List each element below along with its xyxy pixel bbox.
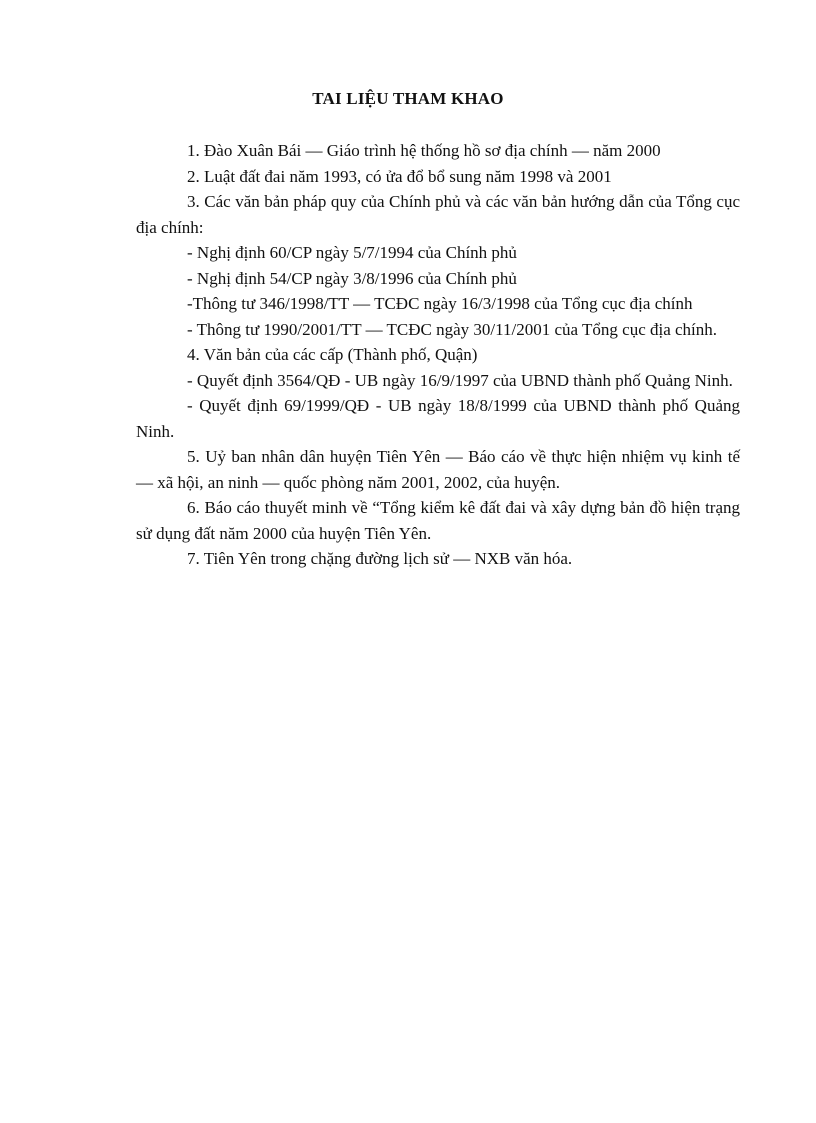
reference-item: 7. Tiên Yên trong chặng đường lịch sử — NXB văn hóa. [187,549,573,568]
reference-subitem: - Quyết định 69/1999/QĐ - UB ngày 18/8/1999 của UBND thành phố Quảng Ninh. [136,396,740,441]
reference-subitem: - Thông tư 1990/2001/TT — TCĐC ngày 30/11/2001 của Tổng cục địa chính. [187,319,718,339]
page-title: TAI LIỆU THAM KHAO [312,89,504,108]
reference-list [136,138,740,572]
reference-subitem: -Thông tư 346/1998/TT — TCĐC ngày 16/3/1998 của Tổng cục địa chính [187,294,693,313]
reference-item: 6. Báo cáo thuyết minh về “Tổng kiểm kê đất đai và xây dựng bản đồ hiện trạng sử dụng đất năm 2000 của huyện Tiên Yên. [136,498,740,543]
reference-subitem: - Nghị định 60/CP ngày 5/7/1994 của Chính phủ [187,243,517,262]
reference-item: 3. Các văn bản pháp quy của Chính phủ và các văn bản hướng dẫn của Tổng cục địa chính: [136,192,740,237]
reference-item: 1. Đào Xuân Bái — Giáo trình hệ thống hồ sơ địa chính — năm 2000 [187,141,661,160]
reference-item: 2. Luật đất đai năm 1993, có ửa đổ bổ sung năm 1998 và 2001 [187,166,612,186]
reference-subitem: - Nghị định 54/CP ngày 3/8/1996 của Chính phủ [187,268,517,288]
reference-item: 4. Văn bản của các cấp (Thành phố, Quận) [187,345,478,364]
reference-subitem: - Quyết định 3564/QĐ - UB ngày 16/9/1997 của UBND thành phố Quảng Ninh. [187,370,733,390]
reference-item: 5. Uỷ ban nhân dân huyện Tiên Yên — Báo cáo về thực hiện nhiệm vụ kinh tế — xã hội, an ninh — quốc phòng năm 2001, 2002, của huyện. [136,447,740,492]
